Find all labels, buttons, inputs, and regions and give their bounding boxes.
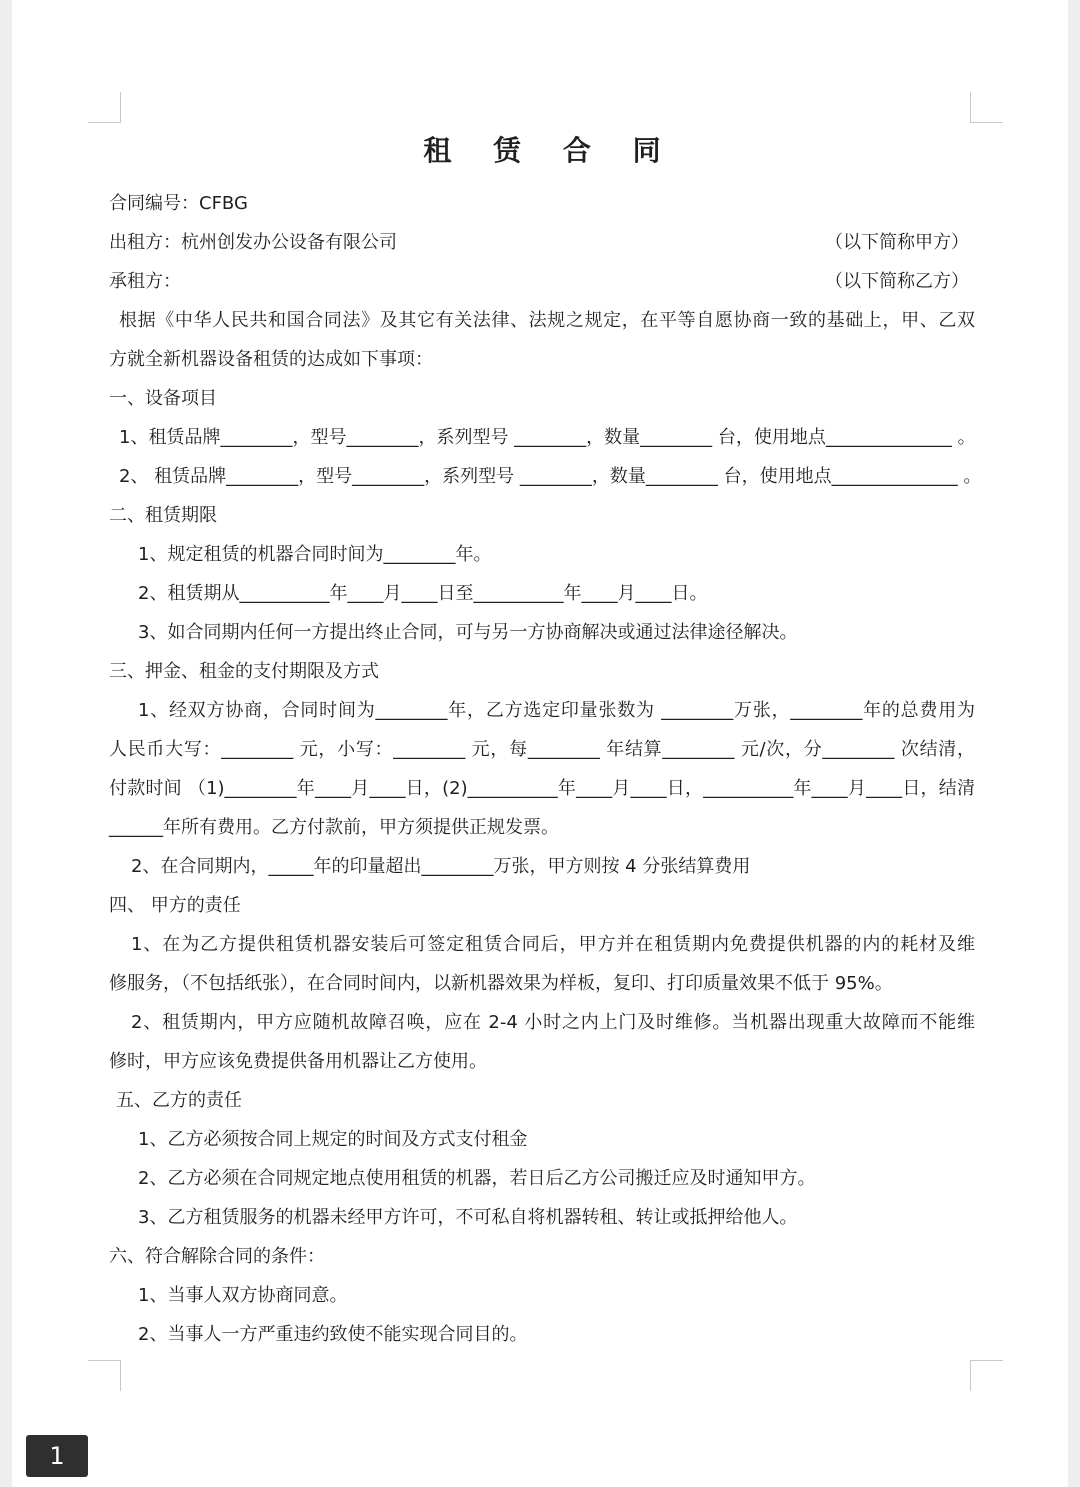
section-3-item-1-line-1: 1、经双方协商，合同时间为________年，乙方选定印量张数为 ________万张，________年的总费用为 [138, 700, 975, 721]
lessor-note: （以下简称甲方） [825, 232, 969, 253]
lessor-name: 出租方：杭州创发办公设备有限公司 [109, 232, 397, 253]
section-5-title: 五、乙方的责任 [116, 1090, 242, 1111]
section-2-item-3: 3、如合同期内任何一方提出终止合同，可与另一方协商解决或通过法律途径解决。 [138, 622, 798, 643]
section-3-item-1-line-4: ______年所有费用。乙方付款前，甲方须提供正规发票。 [109, 817, 559, 838]
section-1-item-2: 2、 租赁品牌________，型号________，系列型号 ________，数量________ 台，使用地点______________ 。 [119, 466, 982, 487]
crop-mark-top-right [970, 92, 1003, 123]
section-5-item-2: 2、乙方必须在合同规定地点使用租赁的机器，若日后乙方公司搬迁应及时通知甲方。 [138, 1168, 816, 1189]
section-4-item-2-line-2: 修时，甲方应该免费提供备用机器让乙方使用。 [109, 1051, 487, 1072]
lessee-note: （以下简称乙方） [825, 271, 969, 292]
preamble-line-2: 方就全新机器设备租赁的达成如下事项： [109, 349, 433, 370]
section-4-item-1-line-1: 1、在为乙方提供租赁机器安装后可签定租赁合同后，甲方并在租赁期内免费提供机器的内的耗材及维 [131, 934, 975, 955]
lessor-line [109, 223, 975, 262]
section-2-item-1: 1、规定租赁的机器合同时间为________年。 [138, 544, 492, 565]
section-6-item-2: 2、当事人一方严重违约致使不能实现合同目的。 [138, 1324, 528, 1345]
section-1-item-1: 1、租赁品牌________，型号________，系列型号 ________，数量________ 台，使用地点______________ 。 [119, 427, 976, 448]
page-number-indicator[interactable]: 1 [26, 1435, 88, 1477]
section-4-title: 四、 甲方的责任 [109, 895, 241, 916]
section-6-title: 六、符合解除合同的条件： [109, 1246, 325, 1267]
section-2-item-2: 2、租赁期从__________年____月____日至__________年____月____日。 [138, 583, 708, 604]
section-3-title: 三、押金、租金的支付期限及方式 [109, 661, 379, 682]
section-3-item-1-line-2: 人民币大写：________ 元，小写：________ 元，每________ 年结算________ 元/次，分________ 次结清， [109, 739, 975, 760]
document-title: 租 赁 合 同 [423, 134, 677, 167]
lessee-name: 承租方： [109, 271, 181, 292]
section-4-item-1-line-2: 修服务，（不包括纸张），在合同时间内，以新机器效果为样板，复印、打印质量效果不低于 95%。 [109, 973, 893, 994]
section-3-item-1-line-3: 付款时间 （1)________年____月____日，(2)__________年____月____日，__________年____月____日，结清 [109, 778, 975, 799]
section-1-title: 一、设备项目 [109, 388, 217, 409]
lessee-line [109, 262, 975, 301]
section-2-title: 二、租赁期限 [109, 505, 217, 526]
section-3-item-2: 2、在合同期内，_____年的印量超出________万张，甲方则按 4 分张结算费用 [131, 856, 751, 877]
crop-mark-bottom-left [88, 1360, 121, 1391]
section-6-item-1: 1、当事人双方协商同意。 [138, 1285, 348, 1306]
preamble-line-1: 根据《中华人民共和国合同法》及其它有关法律、法规之规定，在平等自愿协商一致的基础上，甲、乙双 [119, 310, 975, 331]
section-5-item-3: 3、乙方租赁服务的机器未经甲方许可，不可私自将机器转租、转让或抵押给他人。 [138, 1207, 798, 1228]
document-page [12, 0, 1068, 1487]
section-5-item-1: 1、乙方必须按合同上规定的时间及方式支付租金 [138, 1129, 528, 1150]
section-4-item-2-line-1: 2、租赁期内，甲方应随机故障召唤，应在 2-4 小时之内上门及时维修。当机器出现重大故障而不能维 [131, 1012, 975, 1033]
crop-mark-bottom-right [970, 1360, 1003, 1391]
crop-mark-top-left [88, 92, 121, 123]
contract-number: 合同编号：CFBG [109, 193, 248, 214]
